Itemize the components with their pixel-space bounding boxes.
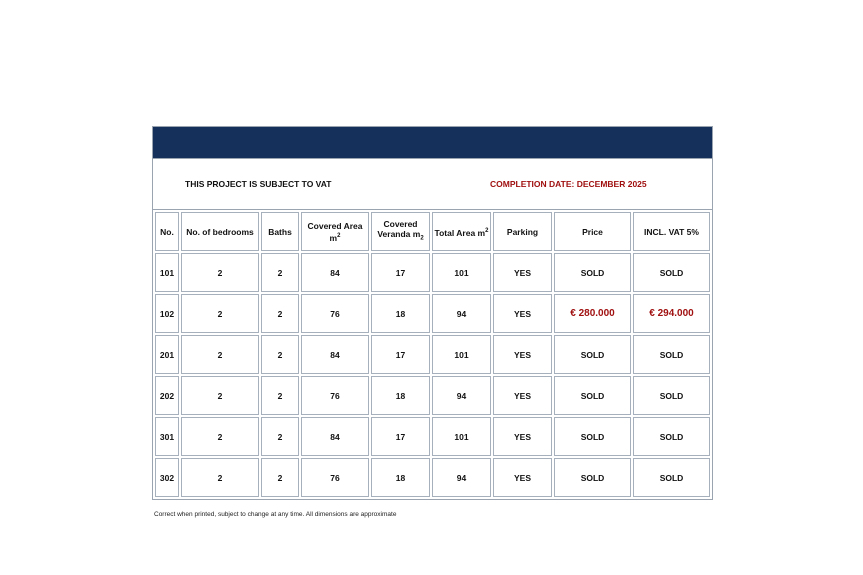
cell-baths: 2 (261, 458, 299, 497)
cell-baths: 2 (261, 417, 299, 456)
col-header-incl-vat: INCL. VAT 5% (633, 212, 710, 251)
col-header-total-area: Total Area $m^2$ (432, 212, 491, 251)
table-row (155, 458, 710, 497)
col-header-price: Price (554, 212, 631, 251)
cell-parking: YES (493, 294, 552, 333)
cell-price: SOLD (554, 253, 631, 292)
cell-unit-no: 101 (155, 253, 179, 292)
cell-bedrooms: 2 (181, 376, 259, 415)
cell-covered-veranda: 18 (371, 458, 430, 497)
cell-covered-veranda: 17 (371, 417, 430, 456)
vat-notice: THIS PROJECT IS SUBJECT TO VAT (185, 179, 332, 189)
cell-covered-area: 84 (301, 417, 369, 456)
cell-bedrooms: 2 (181, 294, 259, 333)
cell-covered-area: 76 (301, 376, 369, 415)
cell-covered-veranda: 18 (371, 376, 430, 415)
cell-total-area: 94 (432, 376, 491, 415)
cell-total-area: 94 (432, 458, 491, 497)
cell-price: SOLD (554, 458, 631, 497)
cell-total-area: 101 (432, 417, 491, 456)
cell-covered-veranda: 17 (371, 335, 430, 374)
cell-incl-vat: € 294.000 (633, 294, 710, 333)
cell-covered-veranda: 18 (371, 294, 430, 333)
cell-covered-area: 84 (301, 253, 369, 292)
cell-total-area: 101 (432, 335, 491, 374)
cell-parking: YES (493, 335, 552, 374)
cell-unit-no: 201 (155, 335, 179, 374)
cell-incl-vat: SOLD (633, 458, 710, 497)
cell-bedrooms: 2 (181, 417, 259, 456)
price-list-sheet (152, 126, 713, 500)
cell-incl-vat: SOLD (633, 376, 710, 415)
cell-unit-no: 301 (155, 417, 179, 456)
table-row (155, 253, 710, 292)
cell-unit-no: 302 (155, 458, 179, 497)
table-row (155, 294, 710, 333)
table-row (155, 335, 710, 374)
completion-date: COMPLETION DATE: DECEMBER 2025 (490, 179, 647, 189)
col-header-no: No. (155, 212, 179, 251)
cell-price: SOLD (554, 335, 631, 374)
cell-unit-no: 102 (155, 294, 179, 333)
cell-baths: 2 (261, 253, 299, 292)
cell-parking: YES (493, 253, 552, 292)
project-info-bar (153, 158, 712, 210)
cell-incl-vat: SOLD (633, 335, 710, 374)
cell-baths: 2 (261, 294, 299, 333)
table-header-row (155, 212, 710, 251)
col-header-bedrooms: No. of bedrooms (181, 212, 259, 251)
header-banner (153, 127, 712, 158)
cell-unit-no: 202 (155, 376, 179, 415)
col-header-parking: Parking (493, 212, 552, 251)
col-header-baths: Baths (261, 212, 299, 251)
cell-parking: YES (493, 417, 552, 456)
cell-price: € 280.000 (554, 294, 631, 333)
cell-bedrooms: 2 (181, 458, 259, 497)
cell-bedrooms: 2 (181, 335, 259, 374)
cell-price: SOLD (554, 376, 631, 415)
cell-covered-veranda: 17 (371, 253, 430, 292)
cell-covered-area: 76 (301, 294, 369, 333)
cell-covered-area: 84 (301, 335, 369, 374)
units-table (153, 210, 712, 499)
cell-incl-vat: SOLD (633, 417, 710, 456)
footer-note: Correct when printed, subject to change at any time. All dimensions are approximate (154, 511, 397, 518)
cell-price: SOLD (554, 417, 631, 456)
cell-parking: YES (493, 376, 552, 415)
cell-baths: 2 (261, 376, 299, 415)
cell-parking: YES (493, 458, 552, 497)
table-row (155, 376, 710, 415)
col-header-covered-veranda: Covered Veranda $m_2$ (371, 212, 430, 251)
cell-incl-vat: SOLD (633, 253, 710, 292)
cell-covered-area: 76 (301, 458, 369, 497)
cell-baths: 2 (261, 335, 299, 374)
cell-total-area: 94 (432, 294, 491, 333)
cell-bedrooms: 2 (181, 253, 259, 292)
table-row (155, 417, 710, 456)
cell-total-area: 101 (432, 253, 491, 292)
col-header-covered-area: Covered Area $m^2$ (301, 212, 369, 251)
